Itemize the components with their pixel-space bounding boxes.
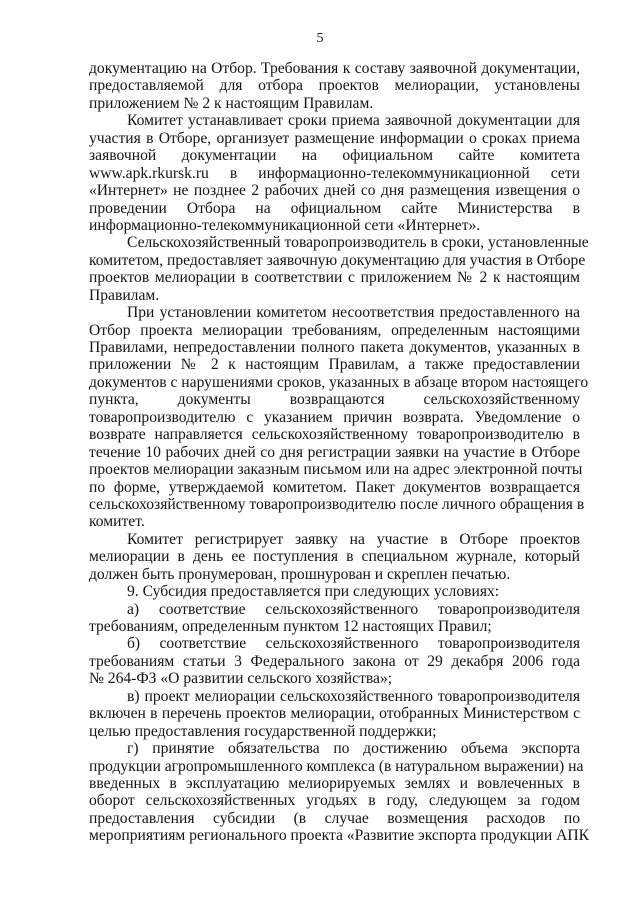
text-line: заявочной документации на официальном сайте комитета: [89, 147, 580, 165]
paragraph: [89, 688, 580, 740]
text-line: течение 10 рабочих дней со дня регистрации заявки на участие в Отборе: [89, 443, 580, 461]
text-line: предоставления субсидии (в случае возмещения расходов по: [89, 809, 580, 827]
text-line: мелиорации в день ее поступления в специальном журнале, который: [89, 548, 580, 566]
paragraph: [89, 601, 580, 636]
text-line: приложении № 2 к настоящим Правилам, а также предоставлении: [89, 356, 580, 374]
text-line: Комитет устанавливает сроки приема заявочной документации для: [127, 112, 580, 130]
text-line: включен в перечень проектов мелиорации, отобранных Министерством с: [89, 705, 580, 723]
text-line: документацию на Отбор. Требования к составу заявочной документации,: [89, 60, 580, 77]
text-line: Сельскохозяйственный товаропроизводитель в сроки, установленные: [127, 234, 589, 252]
page-number: 5: [316, 31, 324, 46]
text-line: продукции агропромышленного комплекса (в натуральном выражении) на: [89, 757, 584, 775]
text-line: оборот сельскохозяйственных угодьях в году, следующем за годом: [89, 792, 580, 810]
text-line: Правилам.: [89, 286, 160, 304]
text-line: проведении Отбора на официальном сайте Министерства в: [89, 199, 580, 217]
text-line: При установлении комитетом несоответствия предоставленного на: [127, 304, 580, 322]
paragraph: [89, 635, 580, 687]
text-line: Отбор проекта мелиорации требованиям, определенным настоящими: [89, 321, 580, 339]
paragraph: [89, 740, 590, 845]
paragraph: [89, 583, 580, 600]
text-line: документов с нарушениями сроков, указанных в абзаце втором настоящего: [89, 373, 589, 391]
text-line: б) соответствие сельскохозяйственного товаропроизводителя: [127, 635, 580, 653]
text-line: а) соответствие сельскохозяйственного товаропроизводителя: [127, 600, 580, 618]
text-line: возврате направляется сельскохозяйственному товаропроизводителю в: [89, 426, 580, 444]
text-line: пункта, документы возвращаются сельскохозяйственному: [89, 391, 580, 409]
text-line: информационно-телекоммуникационной сети «Интернет».: [89, 216, 481, 234]
paragraph: [89, 304, 589, 531]
paragraph: [89, 531, 580, 583]
text-line: комитет.: [89, 513, 145, 531]
text-line: мероприятиям регионального проекта «Развитие экспорта продукции АПК: [89, 827, 590, 845]
text-line: приложением № 2 к настоящим Правилам.: [89, 94, 374, 112]
text-line: предоставляемой для отбора проектов мелиорации, установлены: [89, 77, 580, 95]
text-line: участия в Отборе, организует размещение информации о сроках приема: [89, 129, 580, 147]
text-line: «Интернет» не позднее 2 рабочих дней со дня размещения извещения о: [89, 182, 580, 200]
text-line: № 264-ФЗ «О развитии сельского хозяйства»;: [89, 670, 393, 688]
text-line: 9. Субсидия предоставляется при следующих условиях:: [127, 583, 500, 601]
text-line: должен быть пронумерован, прошнурован и скреплен печатью.: [89, 565, 511, 583]
text-line: введенных в эксплуатацию мелиорируемых землях и вовлеченных в: [89, 774, 580, 792]
text-line: комитетом, предоставляет заявочную документацию для участия в Отборе: [89, 251, 586, 269]
paragraph: [89, 112, 580, 234]
text-line: проектов мелиорации заказным письмом или на адрес электронной почты: [89, 461, 583, 479]
text-line: товаропроизводителю с указанием причин возврата. Уведомление о: [89, 408, 580, 426]
text-line: г) принятие обязательства по достижению объема экспорта: [127, 740, 580, 758]
text-line: проектов мелиорации в соответствии с приложением № 2 к настоящим: [89, 269, 580, 287]
text-line: по форме, утверждаемой комитетом. Пакет документов возвращается: [89, 478, 580, 496]
text-line: сельскохозяйственному товаропроизводителю после личного обращения в: [89, 495, 585, 513]
text-line: Комитет регистрирует заявку на участие в Отборе проектов: [127, 530, 580, 548]
document-body: [89, 60, 590, 845]
text-line: требованиям статьи 3 Федерального закона от 29 декабря 2006 года: [89, 652, 580, 670]
paragraph: [89, 234, 589, 304]
text-line: целью предоставления государственной поддержки;: [89, 722, 437, 740]
text-line: требованиям, определенным пунктом 12 настоящих Правил;: [89, 618, 492, 635]
text-line: www.apk.rkursk.ru в информационно-телекоммуникационной сети: [89, 164, 580, 182]
text-line: в) проект мелиорации сельскохозяйственного товаропроизводителя: [127, 687, 580, 705]
text-line: Правилами, непредоставлении полного пакета документов, указанных в: [89, 339, 580, 356]
paragraph: [89, 60, 580, 112]
